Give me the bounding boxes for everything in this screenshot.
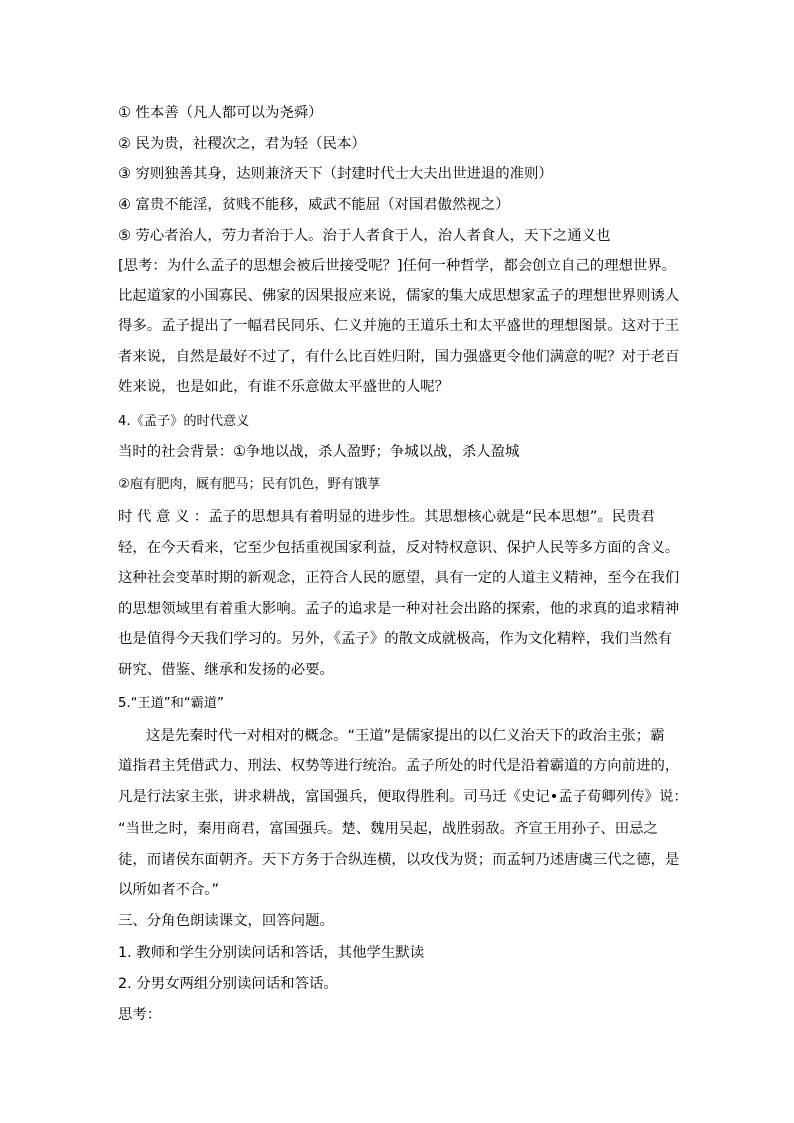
task-item-1: 1. 教师和学生分别读问话和答话，其他学生默读 [118, 945, 425, 961]
era-significance-paragraph: 轻，在今天看来，它至少包括重视国家利益，反对特权意识、保护人民等多方面的含义。 [118, 540, 680, 556]
principle-3: ③ 穷则独善其身，达则兼济天下（封建时代士大夫出世进退的准则） [118, 166, 553, 182]
reflection-paragraph: 比起道家的小国寡民、佛家的因果报应来说，儒家的集大成思想家孟子的理想世界则诱人 [118, 288, 680, 304]
era-significance-paragraph: 也是值得今天我们学习的。另外，《孟子》的散文成就极高，作为文化精粹，我们当然有 [118, 631, 673, 647]
reflection-paragraph: [思考：为什么孟子的思想会被后世接受呢？]任何一种哲学，都会创立自己的理想世界。 [118, 258, 677, 274]
social-background-2: ②庖有肥肉，厩有肥马；民有饥色，野有饿莩 [118, 477, 381, 492]
task-item-2: 2. 分男女两组分别读问话和答话。 [118, 976, 338, 992]
principle-4: ④ 富贵不能淫，贫贱不能移，威武不能屈（对国君傲然视之） [118, 197, 510, 213]
kingly-way-quote: 徒，而诸侯东面朝齐。天下方务于合纵连横，以攻伐为贤；而孟轲乃述唐虞三代之德，是 [118, 852, 680, 868]
kingly-way-quote: 以所如者不合。” [118, 882, 219, 898]
kingly-way-paragraph: 道指君主凭借武力、刑法、权势等进行统治。孟子所处的时代是沿着霸道的方向前进的， [118, 758, 680, 774]
era-significance-paragraph: 的思想领域里有着重大影响。孟子的追求是一种对社会出路的探索，他的求真的追求精神 [118, 601, 680, 617]
reflection-paragraph: 者来说，自然是最好不过了，有什么比百姓归附，国力强盛更令他们满意的呢？对于老百 [118, 349, 680, 365]
reflection-paragraph: 得多。孟子提出了一幅君民同乐、仁义并施的王道乐土和太平盛世的理想图景。这对于王 [118, 318, 680, 334]
section-heading-3: 三、分角色朗读课文，回答问题。 [118, 913, 334, 929]
kingly-way-paragraph: 凡是行法家主张，讲求耕战，富国强兵，便取得胜利。司马迁《史记•孟子荀卿列传》说： [118, 789, 688, 805]
principle-5: ⑤ 劳心者治人，劳力者治于人。治于人者食于人，治人者食人，天下之通义也 [118, 228, 611, 244]
kingly-way-quote: “当世之时，秦用商君，富国强兵。楚、魏用吴起，战胜弱敌。齐宣王用孙子、田忌之 [118, 821, 658, 837]
era-significance-paragraph: 研究、借鉴、继承和发扬的必要。 [118, 662, 334, 678]
section-heading-5: 5.“王道”和“霸道” [118, 696, 224, 711]
era-significance-paragraph: 时 代 意 义 ：孟子的思想具有着明显的进步性。其思想核心就是“民本思想”。民贵君 [118, 509, 655, 525]
social-background: 当时的社会背景：①争地以战，杀人盈野；争城以战，杀人盈城 [118, 444, 520, 460]
principle-1: ① 性本善（凡人都可以为尧舜） [118, 105, 323, 121]
kingly-way-paragraph: 这是先秦时代一对相对的概念。“王道”是儒家提出的以仁义治天下的政治主张；霸 [146, 728, 665, 744]
principle-2: ② 民为贵，社稷次之，君为轻（民本） [118, 136, 366, 152]
reflection-paragraph: 姓来说，也是如此，有谁不乐意做太平盛世的人呢？ [118, 379, 449, 395]
era-significance-paragraph: 这种社会变革时期的新观念，正符合人民的愿望，具有一定的人道主义精神，至今在我们 [118, 570, 680, 586]
think-label: 思考： [118, 1007, 162, 1023]
section-heading-4: 4.《孟子》的时代意义 [118, 414, 250, 429]
